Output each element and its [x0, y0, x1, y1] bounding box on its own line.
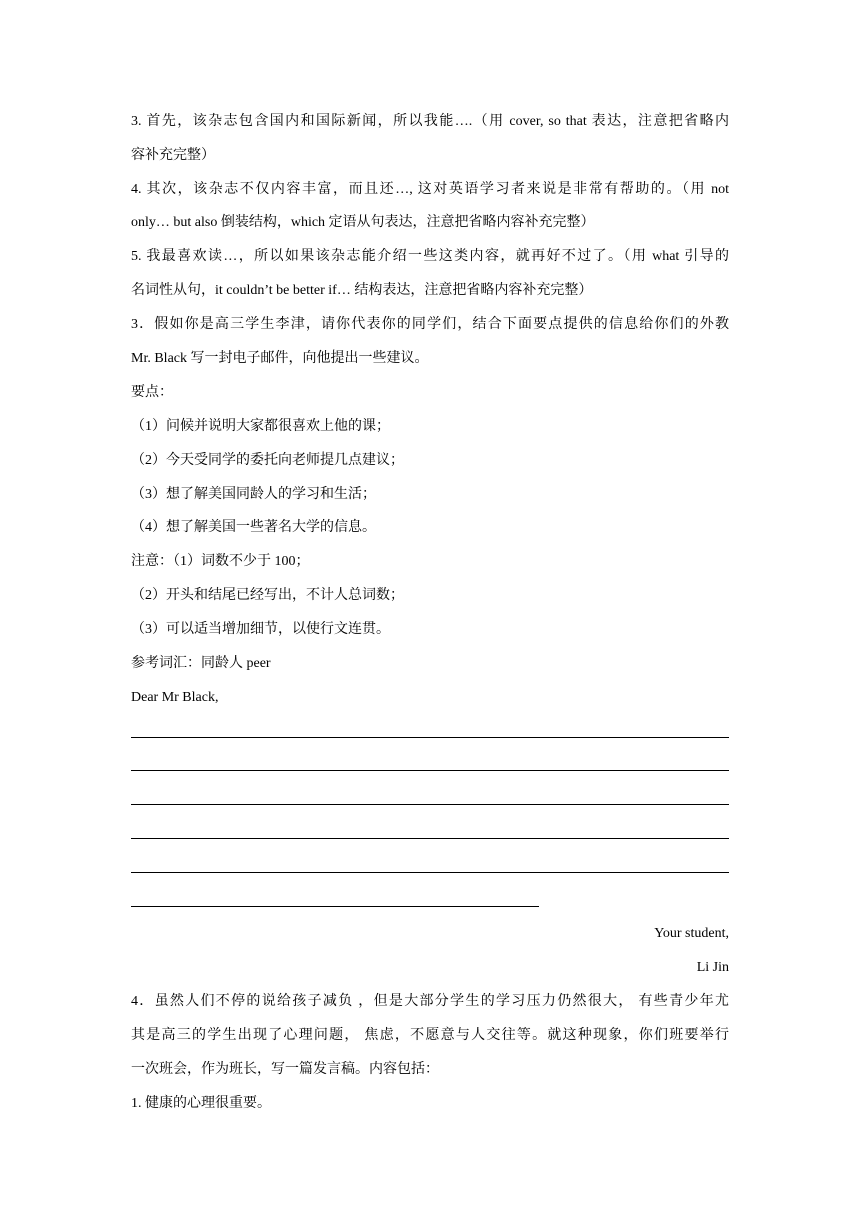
- writing-line: [131, 838, 729, 839]
- key-point-4: （4）想了解美国一些著名大学的信息。: [131, 520, 376, 535]
- reference-vocabulary: 参考词汇：同龄人 peer: [131, 656, 271, 671]
- letter-signature: Li Jin: [696, 960, 729, 975]
- q3-point-4-line-2: only… but also 倒装结构，which 定语从句表达，注意把省略内容补充完整）: [131, 215, 595, 230]
- writing-line: [131, 737, 729, 738]
- key-point-1: （1）问候并说明大家都很喜欢上他的课；: [131, 419, 390, 434]
- question-4-item-1: 1. 健康的心理很重要。: [131, 1096, 271, 1111]
- key-point-2: （2）今天受同学的委托向老师提几点建议；: [131, 453, 404, 468]
- q3-point-3-line-1: 3. 首先，该杂志包含国内和国际新闻，所以我能….（用 cover, so that 表达，注意把省略内: [131, 114, 729, 129]
- q3-point-5-line-2: 名词性从句，it couldn’t be better if… 结构表达，注意把省略内容补充完整）: [131, 283, 593, 298]
- note-3: （3）可以适当增加细节，以使行文连贯。: [131, 622, 390, 637]
- writing-line: [131, 872, 729, 873]
- question-4-line-2: 其是高三的学生出现了心理问题， 焦虑，不愿意与人交往等。就这种现象，你们班要举行: [131, 1028, 729, 1043]
- key-point-3: （3）想了解美国同龄人的学习和生活；: [131, 487, 376, 502]
- key-points-heading: 要点：: [131, 385, 173, 400]
- letter-greeting: Dear Mr Black,: [131, 690, 219, 705]
- writing-line: [131, 804, 729, 805]
- q3-point-3-line-2: 容补充完整）: [131, 148, 215, 163]
- note-2: （2）开头和结尾已经写出，不计人总词数；: [131, 588, 404, 603]
- question-3-line-1: 3．假如你是高三学生李津，请你代表你的同学们，结合下面要点提供的信息给你们的外教: [131, 317, 729, 332]
- q3-point-5-line-1: 5. 我最喜欢读…，所以如果该杂志能介绍一些这类内容，就再好不过了。（用 what 引导的: [131, 249, 729, 264]
- q3-point-4-line-1: 4. 其次，该杂志不仅内容丰富，而且还…, 这对英语学习者来说是非常有帮助的。（用 not: [131, 182, 729, 197]
- question-4-line-3: 一次班会，作为班长，写一篇发言稿。内容包括：: [131, 1062, 439, 1077]
- letter-closing: Your student,: [654, 926, 729, 941]
- writing-line: [131, 906, 539, 907]
- question-3-line-2: Mr. Black 写一封电子邮件，向他提出一些建议。: [131, 351, 429, 366]
- question-4-line-1: 4．虽然人们不停的说给孩子减负 ，但是大部分学生的学习压力仍然很大， 有些青少年尤: [131, 994, 729, 1009]
- note-1: 注意：（1）词数不少于 100；: [131, 554, 310, 569]
- writing-line: [131, 770, 729, 771]
